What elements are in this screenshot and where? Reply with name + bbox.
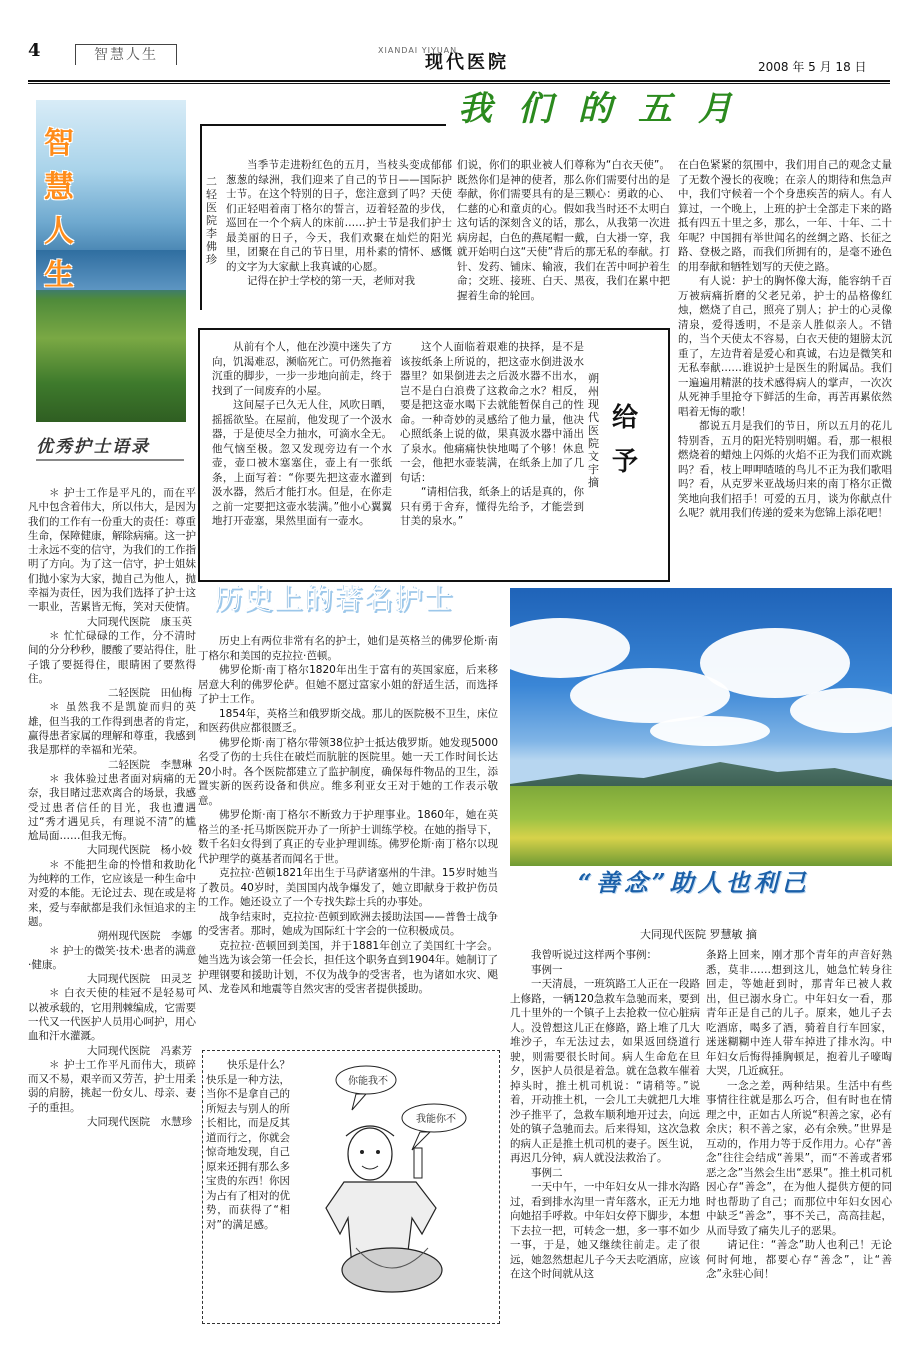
quote-signature: 二轻医院 李慧琳: [108, 758, 192, 771]
good-thought-heading: 事例一: [531, 963, 563, 976]
article-paragraph: 当季节走进粉红色的五月，当枝头变成郁郁葱葱的绿洲，我们迎来了自己的节日——国际护士节。在这个特别的日子，您注意到了吗？天使们正轻唱着南丁格尔的誓言，迈着轻盈的步伐，巡回在一个个病人的床前……护士节是我们护士最美丽的日子，今天，我们欢聚在灿烂的阳光里，团聚在自己的节日里，用朴素的情怀、感慨的文字为大家献上我真诚的心愿。: [226, 159, 452, 273]
good-thought-paragraph: 一念之差，两种结果。生活中有些事情往往就是那么巧合，但有时也在情理之中，正如古人所说“积善之家，必有余庆；积不善之家，必有余殃。”世界是互动的，作用力等于反作用力。心存“善念”往往会结成“善果”，而“不善或者邪恶之念”当然会生出“恶果”。推土机司机因心存“善念”，在为他人提供方便的同时也帮助了自己；而那位中年妇女因心中缺乏“善念”，事不关己，高高挂起，从而导致了痛失儿子的恶果。: [706, 1079, 892, 1237]
banner-char: 人: [44, 214, 74, 249]
bubble-tail: [412, 1132, 430, 1150]
quote-signature: 大同现代医院 冯素芳: [87, 1044, 192, 1057]
article-paragraph: 记得在护士学校的第一天，老师对我: [247, 275, 415, 287]
article-frame-left: [200, 124, 202, 310]
story-paragraph: “请相信我，纸条上的话是真的，你只有勇于舍弃，懂得先给予，才能尝到甘美的泉水。”: [400, 486, 584, 527]
cartoon-svg: [296, 1058, 492, 1316]
quote-text: ＊ 忙忙碌碌的工作，分不清时间的分分秒秒，腰酸了要站得住，肚子饿了要挺得住，眼睛困了要熬得住。: [28, 629, 196, 685]
issue-date: 2008 年 5 月 18 日: [758, 60, 867, 74]
giving-story-title: 给予: [612, 403, 639, 477]
quote-text: ＊ 我体验过患者面对病痛的无奈，我目睹过悲欢离合的场景，我感受过患者信任的目光，我也遭遇过“秀才遇见兵，有理说不清”的尴尬局面……但我无悔。: [28, 772, 196, 843]
bubble-text-right: 我能你不: [416, 1114, 456, 1125]
field-shape: [510, 786, 892, 866]
quote-text: ＊ 护士工作平凡而伟大，琐碎而又不易，艰辛而又劳苦，护士用柔弱的肩膀，挑起一份女儿、母亲、妻子的重担。: [28, 1058, 196, 1114]
landscape-photo: [510, 588, 892, 866]
quotes-column: [28, 486, 196, 1129]
story-paragraph: 这个人面临着艰难的抉择，是不是该按纸条上所说的，把这壶水倒进汲水器里？如果倒进去之后汲水器不出水，岂不是白白浪费了这救命之水？相反，要是把这壶水喝下去就能暂保自己的性命。一种奇妙的灵感给了他力量，他决心照纸条上说的做，果真汲水器中涌出了泉水。他痛痛快快地喝了个够！休息一会，他把水壶装满，在纸条上加了几句话：: [400, 341, 584, 484]
article-paragraph: 有人说：护士的胸怀像大海，能容纳千百万被病痛折磨的父老兄弟，护士的品格像红烛，燃烧了自己，照亮了别人；护士的心灵像清泉，爱得透明，不是亲人胜似亲人。不错的，当个天使太不容易，白衣天使的翅膀太沉重了，左边背着是爱心和真诚，右边是微笑和无私奉献……谁说护士是医生的附属品。我们一遍遍用精湛的技术感得病人的掌声，一次次从死神手里抢夺下鲜活的生命，再苦再累依然唱着无悔的歌！: [678, 275, 892, 418]
good-thought-column-2: [706, 948, 892, 1282]
section-tab: 智慧人生: [75, 44, 177, 65]
good-thought-paragraph: 我曾听说过这样两个事例：: [531, 949, 657, 961]
history-paragraph: 1854年，英格兰和俄罗斯交战。那儿的医院极不卫生，床位和医药供应都很匮乏。: [198, 707, 498, 734]
cloud-shape: [790, 688, 892, 733]
masthead-pinyin: XIANDAI YIYUAN: [378, 46, 458, 55]
cloud-shape: [510, 618, 630, 678]
good-thought-column-1: [510, 948, 700, 1282]
good-thought-paragraph: 一天中午，一中年妇女从一排水沟路过，看到排水沟里一青年落水，正无力地向她招手呼救。中年妇女停下脚步，本想下去拉一把，可转念一想，多一事不如少一事，于是，她又继续往前走。走了很远，她忽然想起儿子今天去吃酒席，应该在这个时间就从这: [510, 1181, 700, 1280]
quote-signature: 二轻医院 田仙梅: [108, 687, 192, 700]
quote-signature: 大同现代医院 田灵芝: [87, 973, 192, 986]
giving-story-column-1: [212, 340, 392, 529]
cloud-shape: [650, 716, 770, 746]
good-thought-heading: 事例二: [531, 1166, 563, 1179]
history-column: [198, 634, 498, 997]
good-thought-paragraph: 请记住：“善念”助人也利己！无论何时何地，都要心存“善念”，让“善念”永驻心间！: [706, 1239, 892, 1280]
quote-text: ＊ 虽然我不是凯旋而归的英雄，但当我的工作得到患者的肯定，赢得患者家属的理解和尊重，我感到我是那样的幸福和光荣。: [28, 701, 196, 757]
figure-head: [348, 1128, 392, 1180]
figure-arm: [414, 1148, 422, 1178]
good-thought-title: “善念”助人也利己: [578, 868, 810, 897]
quote-text: ＊ 护士工作是平凡的，而在平凡中包含着伟大，所以伟大，是因为我们的工作有一份重大的责任：尊重生命，保障健康，解除病痛。这一护士永远不变的信守，为我们的工作指明了方向。为了这一信守，护士姐妹们抛小家为大家，抛自己为他人，抛幸福为责任，因为我们选择了护士这一职业，苦累皆无悔，笑对天使情。: [28, 487, 196, 614]
history-paragraph: 历史上有两位非常有名的护士，她们是英格兰的佛罗伦斯·南丁格尔和美国的克拉拉·芭顿。: [198, 635, 498, 662]
good-thought-paragraph: 一天清晨，一班筑路工人正在一段路上修路，一辆120急救车急驰而来，要到几十里外的一个镇子上去抢救一位心脏病人。没曾想这儿正在修路，路上堆了几大堆沙子，车无法过去，如果返回绕道行驶，则需要很长时间。病人生命危在旦夕，医护人员很是着急。就在急救车催着掉头时，推土机司机说：“请稍等。”说着，开动推土机，一会儿工夫就把几大堆沙子推平了，急救车顺利地开过去，向远处的镇子急驰而去。后来得知，这次急救的病人正是推土机司机的妻子。医生说，再迟几分钟，病人就没法救治了。: [510, 978, 700, 1164]
story-paragraph: 这间屋子已久无人住，风吹日晒，摇摇欲坠。在屋前，他发现了一个汲水器，于是使尽全力抽水，可滴水全无。他气恼至极。忽又发现旁边有一个水壶，壶口被木塞塞住，壶上有一张纸条，上面写着：“你要先把这壶水灌到汲水器，然后才能打水。但是，在你走之前一定要把这壶水装满。”他小心翼翼地打开壶塞，果然里面有一壶水。: [212, 399, 392, 527]
figure-eye: [360, 1150, 364, 1154]
article-column-2: [457, 158, 670, 303]
history-paragraph: 克拉拉·芭顿回到美国，并于1881年创立了美国红十字会。她当选为该会第一任会长，担任这个职务直到1904年。她制订了护理钢要和援助计划，不仅为战争的受害者，也为诸如水灾、飓风、龙卷风和地震等自然灾害的受害者提供援助。: [198, 939, 498, 995]
history-paragraph: 佛罗伦斯·南丁格尔不断致力于护理事业。1860年，她在英格兰的圣·托马斯医院开办了一所护士训练学校。在她的指导下，数千名妇女得到了真正的专业护理训练。佛罗伦斯·南丁格尔以现代护理学的奠基者而闻名于世。: [198, 809, 498, 865]
page-number: 4: [28, 40, 41, 61]
header-rule: [28, 80, 890, 82]
quote-text: ＊ 不能把生命的怜惜和救助化为纯粹的工作，它应该是一种生命中对爱的本能。无论过去、现在或是将来，爱与奉献都是我们永恒追求的主题。: [28, 858, 196, 928]
good-thought-byline: 大同现代医院 罗慧敏 摘: [640, 928, 757, 941]
article-paragraph: 都说五月是我们的节日，所以五月的花儿特别香，五月的阳光特别明媚。看，那一根根燃烧着的蜡烛上闪烁的火焰不正为我们而欢跳吗？看，枝上呷呷喳喳的鸟儿不正为我们歌唱吗？看，从克罗米亚战场归来的南丁格尔正微笑地向我们招手！可爱的五月，谈为你献点什么呢？就用我们传递的爱来为您锦上添花吧！: [678, 420, 892, 519]
giving-story-byline: 朔州现代医院 文宇 摘: [588, 372, 610, 489]
quote-signature: 大同现代医院 杨小姣: [87, 844, 192, 857]
cloud-shape: [700, 628, 850, 698]
article-column-3: [678, 158, 892, 521]
article-frame-top: [200, 124, 446, 126]
bubble-text-left: 你能我不: [348, 1076, 388, 1087]
quote-text: ＊ 护士的微笑·技术·患者的满意·健康。: [28, 944, 196, 971]
history-paragraph: 克拉拉·芭顿1821年出生于马萨诸塞州的牛津。15岁时她当了教员。40岁时，美国国内战争爆发了，她立即献身于救护伤员的工作。她还设立了一个专找失踪士兵的办事处。: [198, 867, 498, 908]
quotes-title: 优秀护士语录: [36, 440, 184, 461]
history-paragraph: 佛罗伦斯·南丁格尔1820年出生于富有的英国家庭，后来移居意大利的佛罗伦萨。但她不愿过富家小姐的舒适生活，而选择了护士工作。: [198, 664, 498, 705]
history-paragraph: 战争结束时，克拉拉·芭顿到欧洲去援助法国——普鲁士战争的受害者。那时，她成为国际红十字会的一位积极成员。: [198, 910, 498, 937]
article-paragraph: 们说，你们的职业被人们尊称为“白衣天使”。既然你们是神的使者，那么你们需要付出的是奉献，你们需要具有的是三颗心：勇敢的心、仁慈的心和童贞的心。假如我当时还不太明白这句话的深刻含义的话，那么，从我第一次进病房起，白色的燕尾帽一戴，白大褂一穿，我就开始明白这“天使”背后的那无私的奉献。打针、发药、铺床、输液，我们在苦中呵护着生命；交班、接班、白天、黑夜，我们在累中把握着生命的轮回。: [457, 159, 670, 302]
article-paragraph: 在白色紧紧的氛围中，我们用自己的观念丈量了无数个漫长的夜晚；在亲人的期待和焦急声中，我们守候着一个个身患疾苦的病人。有人算过，一个晚上，上班的护士全部走下来的路抵有四五十里之多，那么，一年、十年、二十年呢？中国拥有举世闻名的丝绸之路、长征之路、登极之路，而我们所拥有的，是毫不逊色的用奉献和牺牲划写的天使之路。: [678, 159, 892, 273]
story-paragraph: 从前有个人，他在沙漠中迷失了方向，饥渴难忍，濒临死亡。可仍然拖着沉重的脚步，一步一步地向前走，终于找到了一间废弃的小屋。: [212, 341, 392, 397]
banner-title: [44, 122, 80, 298]
banner-char: 智: [44, 126, 74, 161]
wisdom-life-banner: [36, 100, 186, 422]
article-column-1: [226, 158, 452, 289]
big-pot: [342, 1248, 442, 1292]
header-rule-thin: [28, 83, 890, 84]
banner-char: 生: [44, 258, 74, 293]
happiness-text: 快乐是什么？快乐是一种方法，当你不是拿自己的所短去与别人的所长相比，而是反其道而行之，你就会惊奇地发现，自己原来还拥有那么多宝贵的东西！你因为占有了相对的优势，而获得了“相对”的满足感。: [206, 1059, 290, 1231]
quote-signature: 朔州现代医院 李娜: [97, 930, 192, 943]
quote-signature: 大同现代医院 水慧珍: [87, 1116, 192, 1129]
good-thought-paragraph: 条路上回来，刚才那个青年的声音好熟悉，莫非……想到这儿，她急忙转身往回走，等她赶到时，那青年已被人救出，但已溺水身亡。中年妇女一看，那青年正是自己的儿子。原来，她儿子去吃酒席，喝多了酒，骑着自行车回家，迷迷糊糊中连人带车掉进了排水沟。中年妇女后悔得捶胸顿足，抱着儿子嚎啕大哭，几近疯狂。: [706, 949, 892, 1077]
quote-text: ＊ 白衣天使的桂冠不是轻易可以被承载的，它用荆棘编成，它需要一代又一代医护人员用心呵护，用心血和汗水灌溉。: [28, 987, 196, 1043]
history-paragraph: 佛罗伦斯·南丁格尔带领38位护士抵达俄罗斯。她发现5000名受了伤的士兵住在破烂而肮脏的医院里。她一天工作时间长达20小时。各个医院都建立了监护制度，确保每件物品的卫生，添置实新的医药设备和供应。维多利亚女王对于她的工作表示敬意。: [198, 736, 498, 807]
giving-story-column-2: [400, 340, 584, 529]
masthead: 现代医院: [425, 52, 509, 73]
banner-char: 慧: [44, 170, 74, 205]
bubble-tail: [352, 1094, 366, 1110]
article-title: 我们的五月: [458, 89, 758, 129]
quote-signature: 大同现代医院 康玉英: [87, 615, 192, 628]
history-title: 历史上的著名护士: [214, 582, 455, 615]
cartoon-illustration: [296, 1058, 492, 1316]
article-byline: 二轻医院 李佛珍: [206, 175, 228, 266]
figure-eye: [376, 1150, 380, 1154]
